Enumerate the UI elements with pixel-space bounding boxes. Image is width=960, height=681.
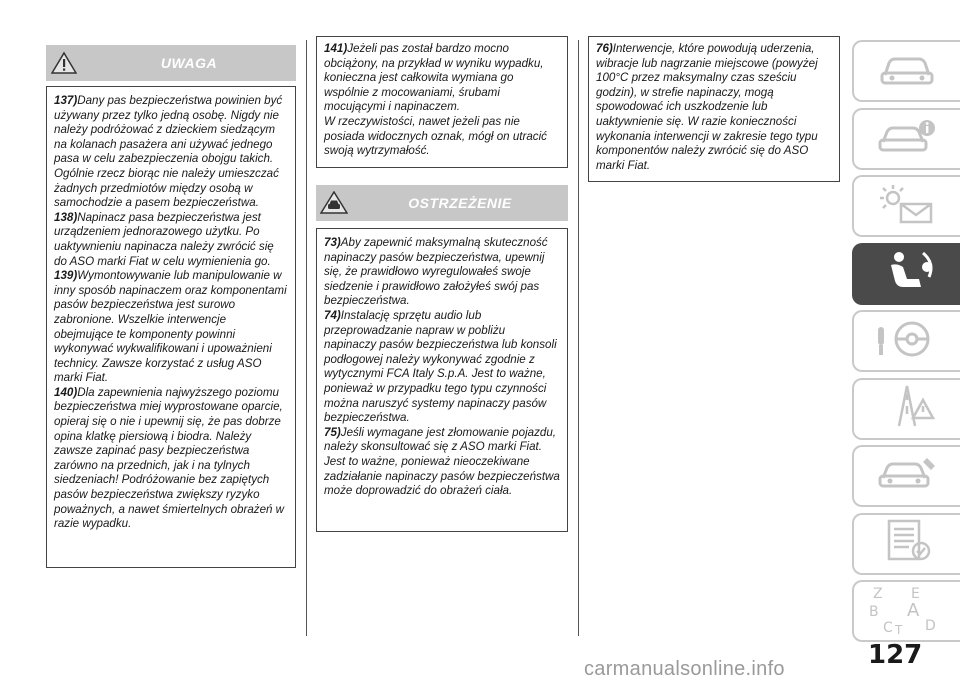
chapter-tab[interactable] (852, 175, 960, 237)
svg-text:Z: Z (873, 585, 883, 602)
watermark: carmanualsonline.info (584, 658, 785, 680)
dashboard-lights-icon (877, 182, 937, 231)
checklist-icon (877, 519, 937, 568)
chapter-tab[interactable] (852, 580, 960, 642)
svg-text:C: C (883, 619, 893, 636)
note-item (54, 386, 288, 532)
note-item (54, 211, 288, 269)
note-number: 74) (324, 308, 341, 322)
svg-text:A: A (907, 599, 920, 621)
note-number: 141) (324, 42, 348, 55)
note-text: Instalację sprzętu audio lub przeprowadzanie napraw w pobliżu napinaczy pasów bezpieczeństwa lub konsoli podłogowej należy wykonywać zgodnie z wytycznymi FCA Italy S.p.A. Jest to ważne, ponieważ w przypadku tego typu czynności można naruszyć systemy napinaczy pasów bezpieczeństwa. (324, 308, 557, 425)
note-text: Wymontowywanie lub manipulowanie w inny sposób napinaczem oraz komponentami pasów bezpieczeństwa jest surowo zabronione. Wszelkie interwencje obejmujące te komponenty powinni wykonywać wykwalifikowani i upoważnieni technicy. Zawsze korzystać z usług ASO marki Fiat. (54, 269, 287, 385)
note-number: 139) (54, 269, 78, 283)
note-item (324, 426, 560, 499)
note-text: W rzeczywistości, nawet jeżeli pas nie posiada widocznych oznak, mógł on utracić swoją wytrzymałość. (324, 114, 547, 158)
warning-header (46, 45, 296, 81)
car-front-icon (877, 49, 937, 94)
car-maintenance-icon (875, 454, 939, 499)
note-number: 138) (54, 210, 78, 224)
note-item (54, 94, 288, 211)
chapter-tab[interactable] (852, 108, 960, 170)
note-number: 76) (596, 42, 613, 55)
note-number: 75) (324, 425, 341, 439)
car-info-icon (877, 116, 937, 161)
svg-text:T: T (895, 622, 903, 636)
note-text: Interwencje, które powodują uderzenia, wibracje lub nagrzanie miejscowe (powyżej 100°C przez maksymalny czas sześciu godzin), w strefie napinaczy, mogą spowodować ich uszkodzenie lub uaktywnienie się. W razie konieczności wykonania interwencji w zakresie tego typu komponentów należy zwrócić się do ASO marki Fiat. (596, 42, 818, 172)
note-item (324, 309, 560, 426)
svg-text:B: B (869, 603, 879, 620)
note-text: Dla zapewnienia najwyższego poziomu bezpieczeństwa miej wyprostowane oparcie, opieraj się o nie i upewnij się, że pas dobrze opina klatkę piersiową i biodra. Należy zawsze zapinać pasy bezpieczeństwa zarówno na przednich, jak i na tylnych siedzeniach! Podróżowanie bez zapiętych pasów bezpieczeństwa zwiększy ryzyko poważnych, a nawet śmiertelnych obrażeń w razie wypadku. (54, 385, 285, 531)
chapter-tab[interactable] (852, 243, 960, 305)
note-item (54, 269, 288, 386)
steering-wheel-key-icon (872, 317, 942, 366)
note-item (596, 42, 832, 173)
middle-notes (316, 36, 568, 167)
chapter-tab[interactable] (852, 378, 960, 440)
page-number: 127 (868, 640, 923, 670)
note-number: 73) (324, 236, 341, 249)
chapter-tab[interactable] (852, 445, 960, 507)
chapter-tab[interactable] (852, 40, 960, 102)
road-warning-icon (877, 384, 937, 433)
note-number: 140) (54, 385, 78, 399)
note-text: Jeśli wymagane jest złomowanie pojazdu, należy skonsultować się z ASO marki Fiat. Jest to ważne, ponieważ nieoczekiwane zadziałanie napinaczy pasów bezpieczeństwa może doprowadzić do obrażeń ciała. (324, 425, 560, 498)
seat-airbag-icon (877, 249, 937, 298)
warning-title: UWAGA (160, 55, 218, 71)
svg-text:E: E (911, 585, 920, 602)
car-caution-icon (316, 185, 352, 221)
caution-header (316, 185, 568, 221)
chapter-tab[interactable] (852, 310, 960, 372)
note-item (324, 42, 560, 159)
chapter-tab[interactable] (852, 513, 960, 575)
warning-triangle-icon (46, 45, 82, 81)
note-text: Aby zapewnić maksymalną skuteczność napinaczy pasów bezpieczeństwa, upewnij się, że prawidłowo wyregulowałeś swoje siedzenie i prawidłowo założyłeś swój pas bezpieczeństwa. (324, 236, 548, 308)
column-divider (578, 40, 579, 636)
note-number: 137) (54, 94, 78, 107)
note-item (324, 236, 560, 309)
right-notes (588, 36, 840, 181)
alphabet-index-icon (867, 582, 947, 641)
note-text: Jeżeli pas został bardzo mocno obciążony, na przykład w wyniku wypadku, konieczna jest całkowita wymiana go wspólnie z mocowaniami, śrubami mocującymi i napinaczem. (324, 42, 544, 114)
warning-notes (46, 86, 296, 540)
caution-title: OSTRZEŻENIE (408, 195, 512, 211)
note-text: Napinacz pasa bezpieczeństwa jest urządzeniem jednorazowego użytku. Po uaktywnieniu napinacza należy zwrócić się do ASO marki Fiat w celu wymienienia go. (54, 210, 274, 268)
note-text: Dany pas bezpieczeństwa powinien być używany przez tylko jedną osobę. Nigdy nie należy podróżować z dzieckiem siedzącym na kolanach pasażera ani używać jednego pasa w celu zabezpieczenia obojgu takich. Ogólnie rzecz biorąc nie należy umieszczać żadnych przedmiotów między osobą w samochodzie a pasem bezpieczeństwa. (54, 94, 283, 210)
column-divider (306, 40, 307, 636)
caution-notes (316, 228, 568, 507)
svg-text:D: D (925, 617, 936, 634)
